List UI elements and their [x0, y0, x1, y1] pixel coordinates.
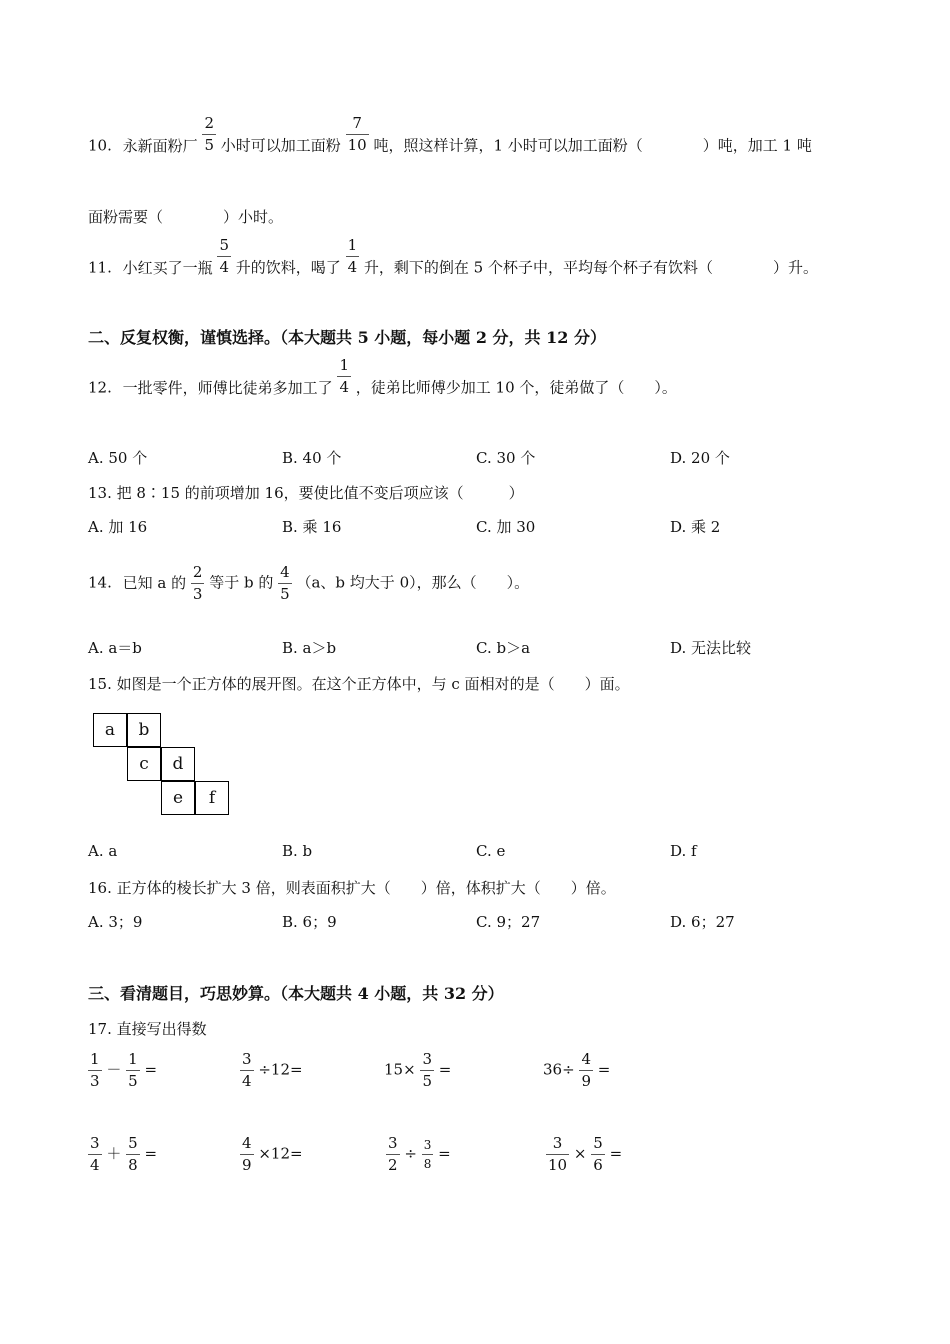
question-13: 13. 把 8∶15 的前项增加 16，要使比值不变后项应该（ ） — [88, 484, 524, 502]
question-16: 16. 正方体的棱长扩大 3 倍，则表面积扩大（ ）倍，体积扩大（ ）倍。 — [88, 879, 616, 897]
question-text: 等于 b 的 — [209, 573, 274, 592]
question-text: 已知 a 的 — [122, 573, 187, 592]
question-text: 小时可以加工面粉 — [220, 136, 341, 155]
option-a[interactable]: A. a＝b — [88, 639, 142, 657]
question-17: 17. 直接写出得数 — [88, 1020, 207, 1038]
question-11 — [88, 236, 818, 287]
fraction: $\frac{4}{5}$ — [280, 563, 290, 603]
option-c[interactable]: C. b＞a — [476, 639, 531, 657]
option-b[interactable]: B. b — [282, 842, 313, 860]
option-c[interactable]: C. e — [476, 842, 506, 860]
calc-item: $\frac{3}{10}$ × $\frac{5}{6}$ = — [548, 1134, 623, 1174]
fraction: $\frac{1}{4}$ — [339, 356, 349, 396]
option-d[interactable]: D. 乘 2 — [670, 518, 721, 536]
question-number: 11. — [88, 258, 112, 277]
calc-item: $\frac{3}{4}$ ÷12= — [242, 1050, 303, 1090]
option-d[interactable]: D. 6；27 — [670, 913, 735, 931]
question-14 — [88, 565, 529, 602]
question-10 — [88, 114, 812, 165]
calc-item: 36÷ $\frac{4}{9}$ = — [543, 1050, 611, 1090]
question-text: 永新面粉厂 — [122, 136, 198, 155]
cube-face-d: d — [161, 747, 195, 781]
question-number: 12. — [88, 378, 112, 397]
question-10-continued: 面粉需要（ ）小时。 — [88, 208, 284, 226]
cube-face-b: b — [127, 713, 161, 747]
option-c[interactable]: C. 9；27 — [476, 913, 541, 931]
question-text: 小红买了一瓶 — [122, 258, 213, 277]
question-number: 10. — [88, 136, 112, 155]
fraction: $\frac{2}{5}$ — [204, 114, 214, 154]
cube-face-a: a — [93, 713, 127, 747]
cube-face-f: f — [195, 781, 229, 815]
fraction: $\frac{7}{10}$ — [347, 114, 367, 154]
fraction: $\frac{2}{3}$ — [192, 563, 203, 603]
section-heading: 三、看清题目，巧思妙算。（本大题共 4 小题，共 32 分） — [88, 984, 504, 1003]
calc-item: 15× $\frac{3}{5}$ = — [384, 1050, 452, 1090]
question-text: 一批零件，师傅比徒弟多加工了 — [122, 378, 333, 397]
option-b[interactable]: B. 乘 16 — [282, 518, 342, 536]
calc-item: $\frac{3}{4}$ ＋ $\frac{5}{8}$ = — [90, 1134, 158, 1174]
calc-item: $\frac{1}{3}$ － $\frac{1}{5}$ = — [90, 1050, 158, 1090]
question-number: 14. — [88, 573, 112, 592]
question-text: 升的饮料，喝了 — [235, 258, 341, 277]
option-d[interactable]: D. 20 个 — [670, 449, 730, 467]
question-text: （a、b 均大于 0），那么（ ）。 — [296, 573, 530, 592]
fraction: $\frac{1}{4}$ — [347, 236, 358, 276]
question-12 — [88, 356, 677, 407]
option-b[interactable]: B. 40 个 — [282, 449, 342, 467]
option-b[interactable]: B. a＞b — [282, 639, 337, 657]
option-c[interactable]: C. 30 个 — [476, 449, 536, 467]
question-text: 升，剩下的倒在 5 个杯子中，平均每个杯子有饮料（ ）升。 — [363, 258, 818, 277]
option-c[interactable]: C. 加 30 — [476, 518, 536, 536]
option-a[interactable]: A. 加 16 — [88, 518, 148, 536]
section-heading: 二、反复权衡，谨慎选择。（本大题共 5 小题，每小题 2 分，共 12 分） — [88, 328, 606, 347]
cube-face-c: c — [127, 747, 161, 781]
question-15: 15. 如图是一个正方体的展开图。在这个正方体中，与 c 面相对的是（ ）面。 — [88, 675, 630, 693]
option-d[interactable]: D. f — [670, 842, 697, 860]
question-text: 吨，照这样计算，1 小时可以加工面粉（ ）吨，加工 1 吨 — [373, 136, 812, 155]
option-d[interactable]: D. 无法比较 — [670, 639, 752, 657]
calc-item: $\frac{4}{9}$ ×12= — [242, 1134, 303, 1174]
option-a[interactable]: A. 50 个 — [88, 449, 148, 467]
option-a[interactable]: A. a — [88, 842, 118, 860]
fraction: $\frac{5}{4}$ — [219, 236, 229, 276]
question-text: ，徒弟比师傅少加工 10 个，徒弟做了（ ）。 — [355, 378, 677, 397]
calc-item: $\frac{3}{2}$ ÷ $\frac{3}{8}$ = — [388, 1134, 451, 1174]
cube-face-e: e — [161, 781, 195, 815]
option-b[interactable]: B. 6；9 — [282, 913, 337, 931]
option-a[interactable]: A. 3；9 — [88, 913, 143, 931]
